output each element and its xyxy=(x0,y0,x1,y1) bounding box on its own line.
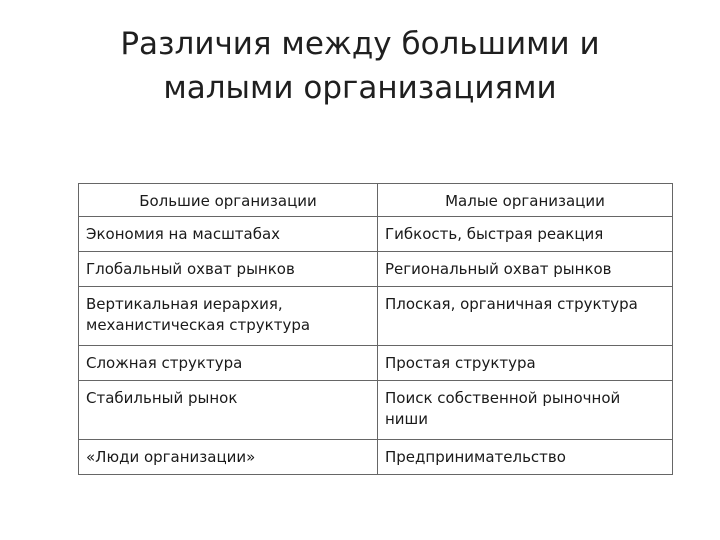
cell-small: Предпринимательство xyxy=(378,440,673,475)
header-small-organizations: Малые организации xyxy=(378,184,673,217)
header-large-organizations: Большие организации xyxy=(79,184,378,217)
slide-title-line-2: малыми организациями xyxy=(163,70,557,106)
cell-large: Стабильный рынок xyxy=(79,381,378,440)
table-row xyxy=(79,381,673,440)
cell-small: Региональный охват рынков xyxy=(378,252,673,287)
table-row xyxy=(79,252,673,287)
cell-large: Вертикальная иерархия, механистическая структура xyxy=(79,287,378,346)
table-row xyxy=(79,440,673,475)
cell-small: Плоская, органичная структура xyxy=(378,287,673,346)
cell-large: Экономия на масштабах xyxy=(79,217,378,252)
cell-large: Глобальный охват рынков xyxy=(79,252,378,287)
slide-title xyxy=(60,22,660,110)
cell-small: Гибкость, быстрая реакция xyxy=(378,217,673,252)
comparison-table xyxy=(78,183,673,475)
table-header-row xyxy=(79,184,673,217)
cell-large: Сложная структура xyxy=(79,346,378,381)
table-row xyxy=(79,287,673,346)
cell-large: «Люди организации» xyxy=(79,440,378,475)
table-row xyxy=(79,346,673,381)
table-row xyxy=(79,217,673,252)
cell-small: Простая структура xyxy=(378,346,673,381)
cell-small: Поиск собственной рыночной ниши xyxy=(378,381,673,440)
slide-title-line-1: Различия между большими и xyxy=(120,26,600,62)
